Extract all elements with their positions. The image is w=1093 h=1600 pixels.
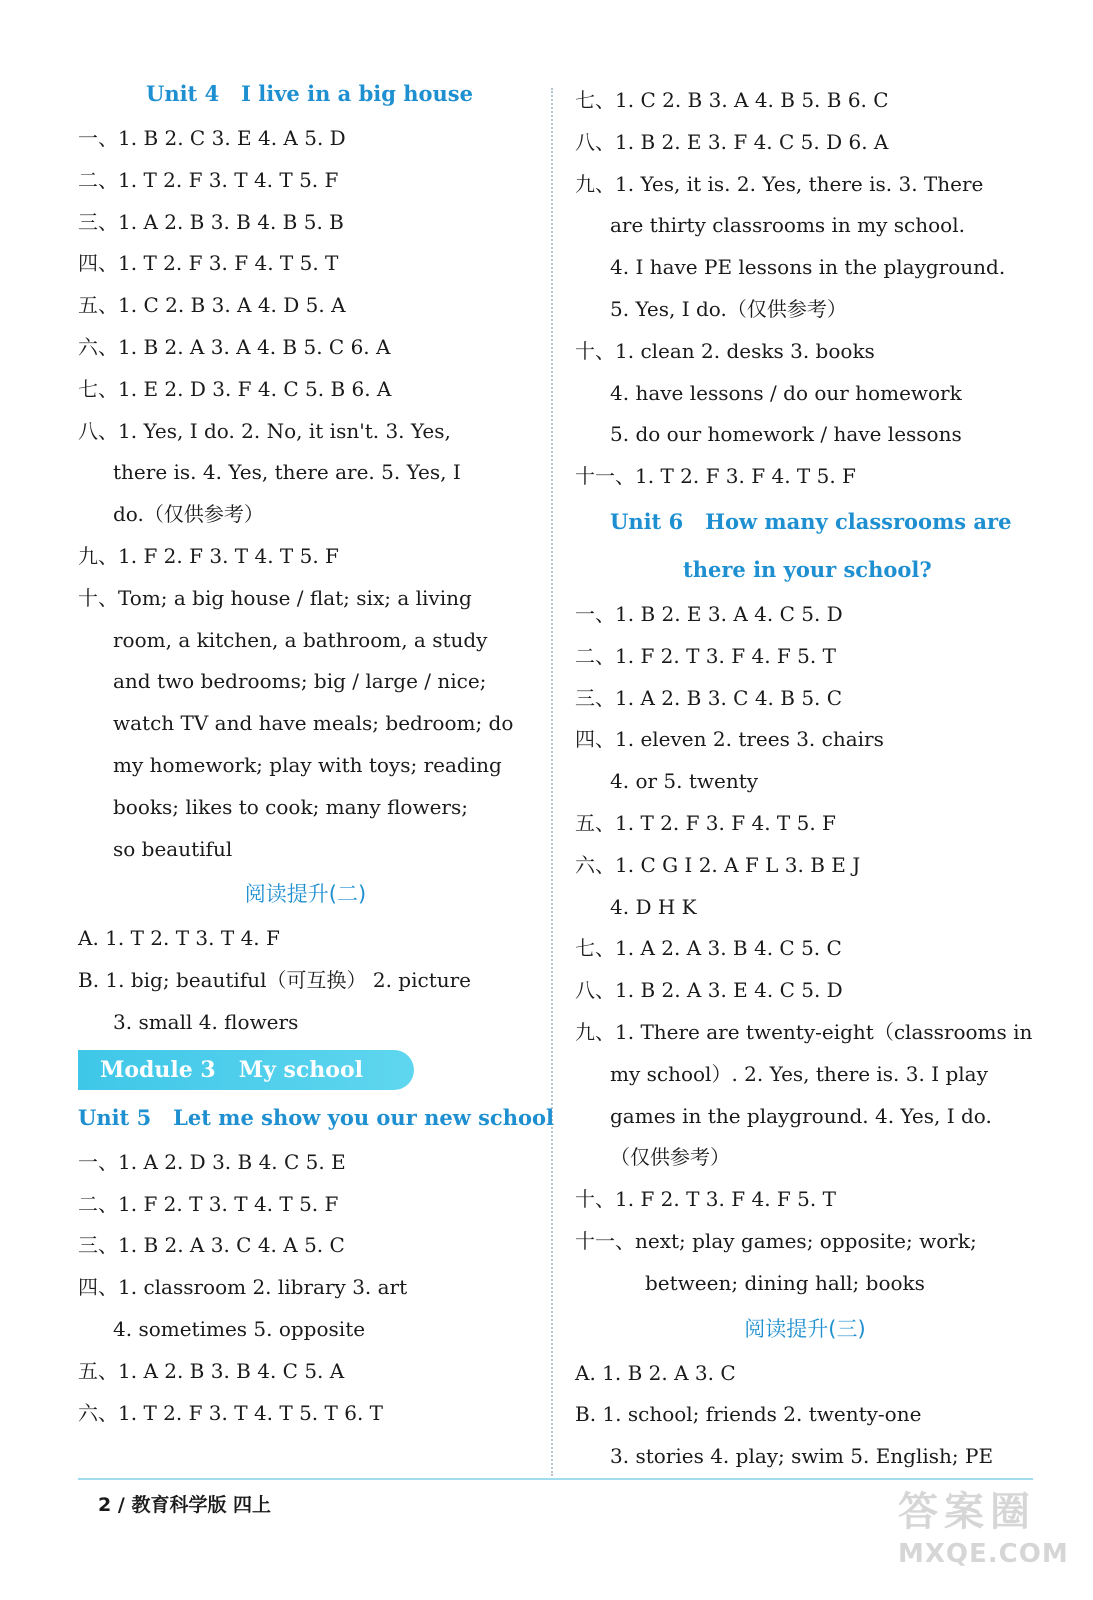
answer-line: 4. I have PE lessons in the playground. [610,255,1006,280]
reading-3-heading: 阅读提升(三) [744,1316,866,1341]
answer-line: books; likes to cook; many flowers; [113,794,468,819]
answer-line: 4. sometimes 5. opposite [113,1316,366,1341]
answer-line: 十、1. clean 2. desks 3. books [575,338,875,363]
answer-line: 八、1. B 2. E 3. F 4. C 5. D 6. A [575,129,889,154]
column-divider [551,88,553,1476]
answer-line: 十、Tom; a big house / flat; six; a living [78,585,472,610]
unit-6-answers [575,594,1035,1305]
answer-line: and two bedrooms; big / large / nice; [113,669,487,694]
answer-line: 二、1. T 2. F 3. T 4. T 5. F [78,167,339,192]
answer-line: games in the playground. 4. Yes, I do. [610,1103,992,1128]
answer-line: room, a kitchen, a bathroom, a study [113,627,488,652]
answer-line: 八、1. Yes, I do. 2. No, it isn't. 3. Yes, [78,418,451,443]
answer-line: so beautiful [113,836,233,861]
answer-line: B. 1. school; friends 2. twenty-one [575,1402,922,1427]
answer-line: there is. 4. Yes, there are. 5. Yes, I [113,460,461,485]
answer-line: watch TV and have meals; bedroom; do [113,711,514,736]
answer-line: my homework; play with toys; reading [113,752,502,777]
answer-line: 九、1. F 2. F 3. T 4. T 5. F [78,543,339,568]
answer-line: between; dining hall; books [645,1270,925,1295]
answer-line: 5. do our homework / have lessons [610,422,962,447]
answer-line: 七、1. A 2. A 3. B 4. C 5. C [575,936,842,961]
answer-line: 五、1. T 2. F 3. F 4. T 5. F [575,810,836,835]
edition-label: 教育科学版 四上 [131,1494,272,1516]
answer-line: 二、1. F 2. T 3. F 4. F 5. T [575,643,836,668]
reading-3-answers [575,1353,1035,1478]
answer-line: 十一、next; play games; opposite; work; [575,1228,977,1253]
answer-line: 六、1. C G I 2. A F L 3. B E J [575,852,861,877]
answer-line: my school）. 2. Yes, there is. 3. I play [610,1061,988,1086]
answer-line: 4. or 5. twenty [610,769,759,794]
answer-line: are thirty classrooms in my school. [610,213,965,238]
answer-line: 八、1. B 2. A 3. E 4. C 5. D [575,978,843,1003]
answer-line: 七、1. C 2. B 3. A 4. B 5. B 6. C [575,88,889,112]
answer-line: 七、1. E 2. D 3. F 4. C 5. B 6. A [78,376,392,401]
reading-2-answers [78,918,533,1043]
answer-line: 一、1. B 2. C 3. E 4. A 5. D [78,126,346,150]
answer-line: 四、1. classroom 2. library 3. art [78,1275,408,1300]
answer-line: 六、1. T 2. F 3. T 4. T 5. T 6. T [78,1400,383,1425]
page-footer [98,1490,271,1517]
answer-line: 四、1. eleven 2. trees 3. chairs [575,727,884,752]
answer-line: 5. Yes, I do.（仅供参考） [610,296,847,321]
footer-rule [78,1478,1033,1480]
answer-line: 九、1. There are twenty-eight（classrooms in [575,1019,1033,1044]
answer-line: 三、1. A 2. B 3. C 4. B 5. C [575,685,843,710]
watermark-text: 答案圈 [898,1489,1036,1535]
unit-5-answers [78,1142,533,1435]
module-3-banner: Module 3 My school [78,1050,414,1090]
answer-line: 九、1. Yes, it is. 2. Yes, there is. 3. There [575,171,984,196]
answer-line: 二、1. F 2. T 3. T 4. T 5. F [78,1191,339,1216]
answer-line: 四、1. T 2. F 3. F 4. T 5. T [78,251,339,276]
answer-line: 4. D H K [610,894,697,919]
answer-line: 五、1. C 2. B 3. A 4. D 5. A [78,293,346,318]
answer-line: 六、1. B 2. A 3. A 4. B 5. C 6. A [78,334,391,359]
unit-4-answers [78,118,533,870]
answer-line: 五、1. A 2. B 3. B 4. C 5. A [78,1358,345,1383]
unit-5-answers-continued [575,80,1035,498]
watermark [898,1480,1069,1569]
unit-6-heading-line2: there in your school? [683,556,932,582]
answer-line: 十一、1. T 2. F 3. F 4. T 5. F [575,464,856,489]
footer-separator: / [117,1494,125,1516]
answer-line: 三、1. A 2. B 3. B 4. B 5. B [78,209,344,234]
answer-line: B. 1. big; beautiful（可互换） 2. picture [78,968,472,993]
answer-line: 4. have lessons / do our homework [610,380,962,405]
unit-4-heading: Unit 4 I live in a big house [146,81,473,106]
answer-line: 一、1. B 2. E 3. A 4. C 5. D [575,601,843,626]
unit-6-heading: Unit 6 How many classrooms are [610,508,1012,534]
unit-5-heading: Unit 5 Let me show you our new school [78,1104,554,1130]
answer-line: 三、1. B 2. A 3. C 4. A 5. C [78,1233,345,1258]
right-column [575,80,1035,1478]
answer-line: A. 1. B 2. A 3. C [575,1360,736,1385]
answer-line: A. 1. T 2. T 3. T 4. F [78,926,280,951]
answer-line: 十、1. F 2. T 3. F 4. F 5. T [575,1187,836,1212]
reading-2-heading: 阅读提升(二) [244,882,367,907]
answer-line: 一、1. A 2. D 3. B 4. C 5. E [78,1149,346,1174]
left-column [78,70,554,1434]
answer-line: （仅供参考） [610,1145,730,1170]
watermark-url: MXQE.COM [898,1539,1069,1569]
answer-line: 3. stories 4. play; swim 5. English; PE [610,1444,994,1469]
page-number: 2 [98,1494,112,1516]
answer-line: 3. small 4. flowers [113,1009,299,1034]
answer-line: do.（仅供参考） [113,502,264,527]
